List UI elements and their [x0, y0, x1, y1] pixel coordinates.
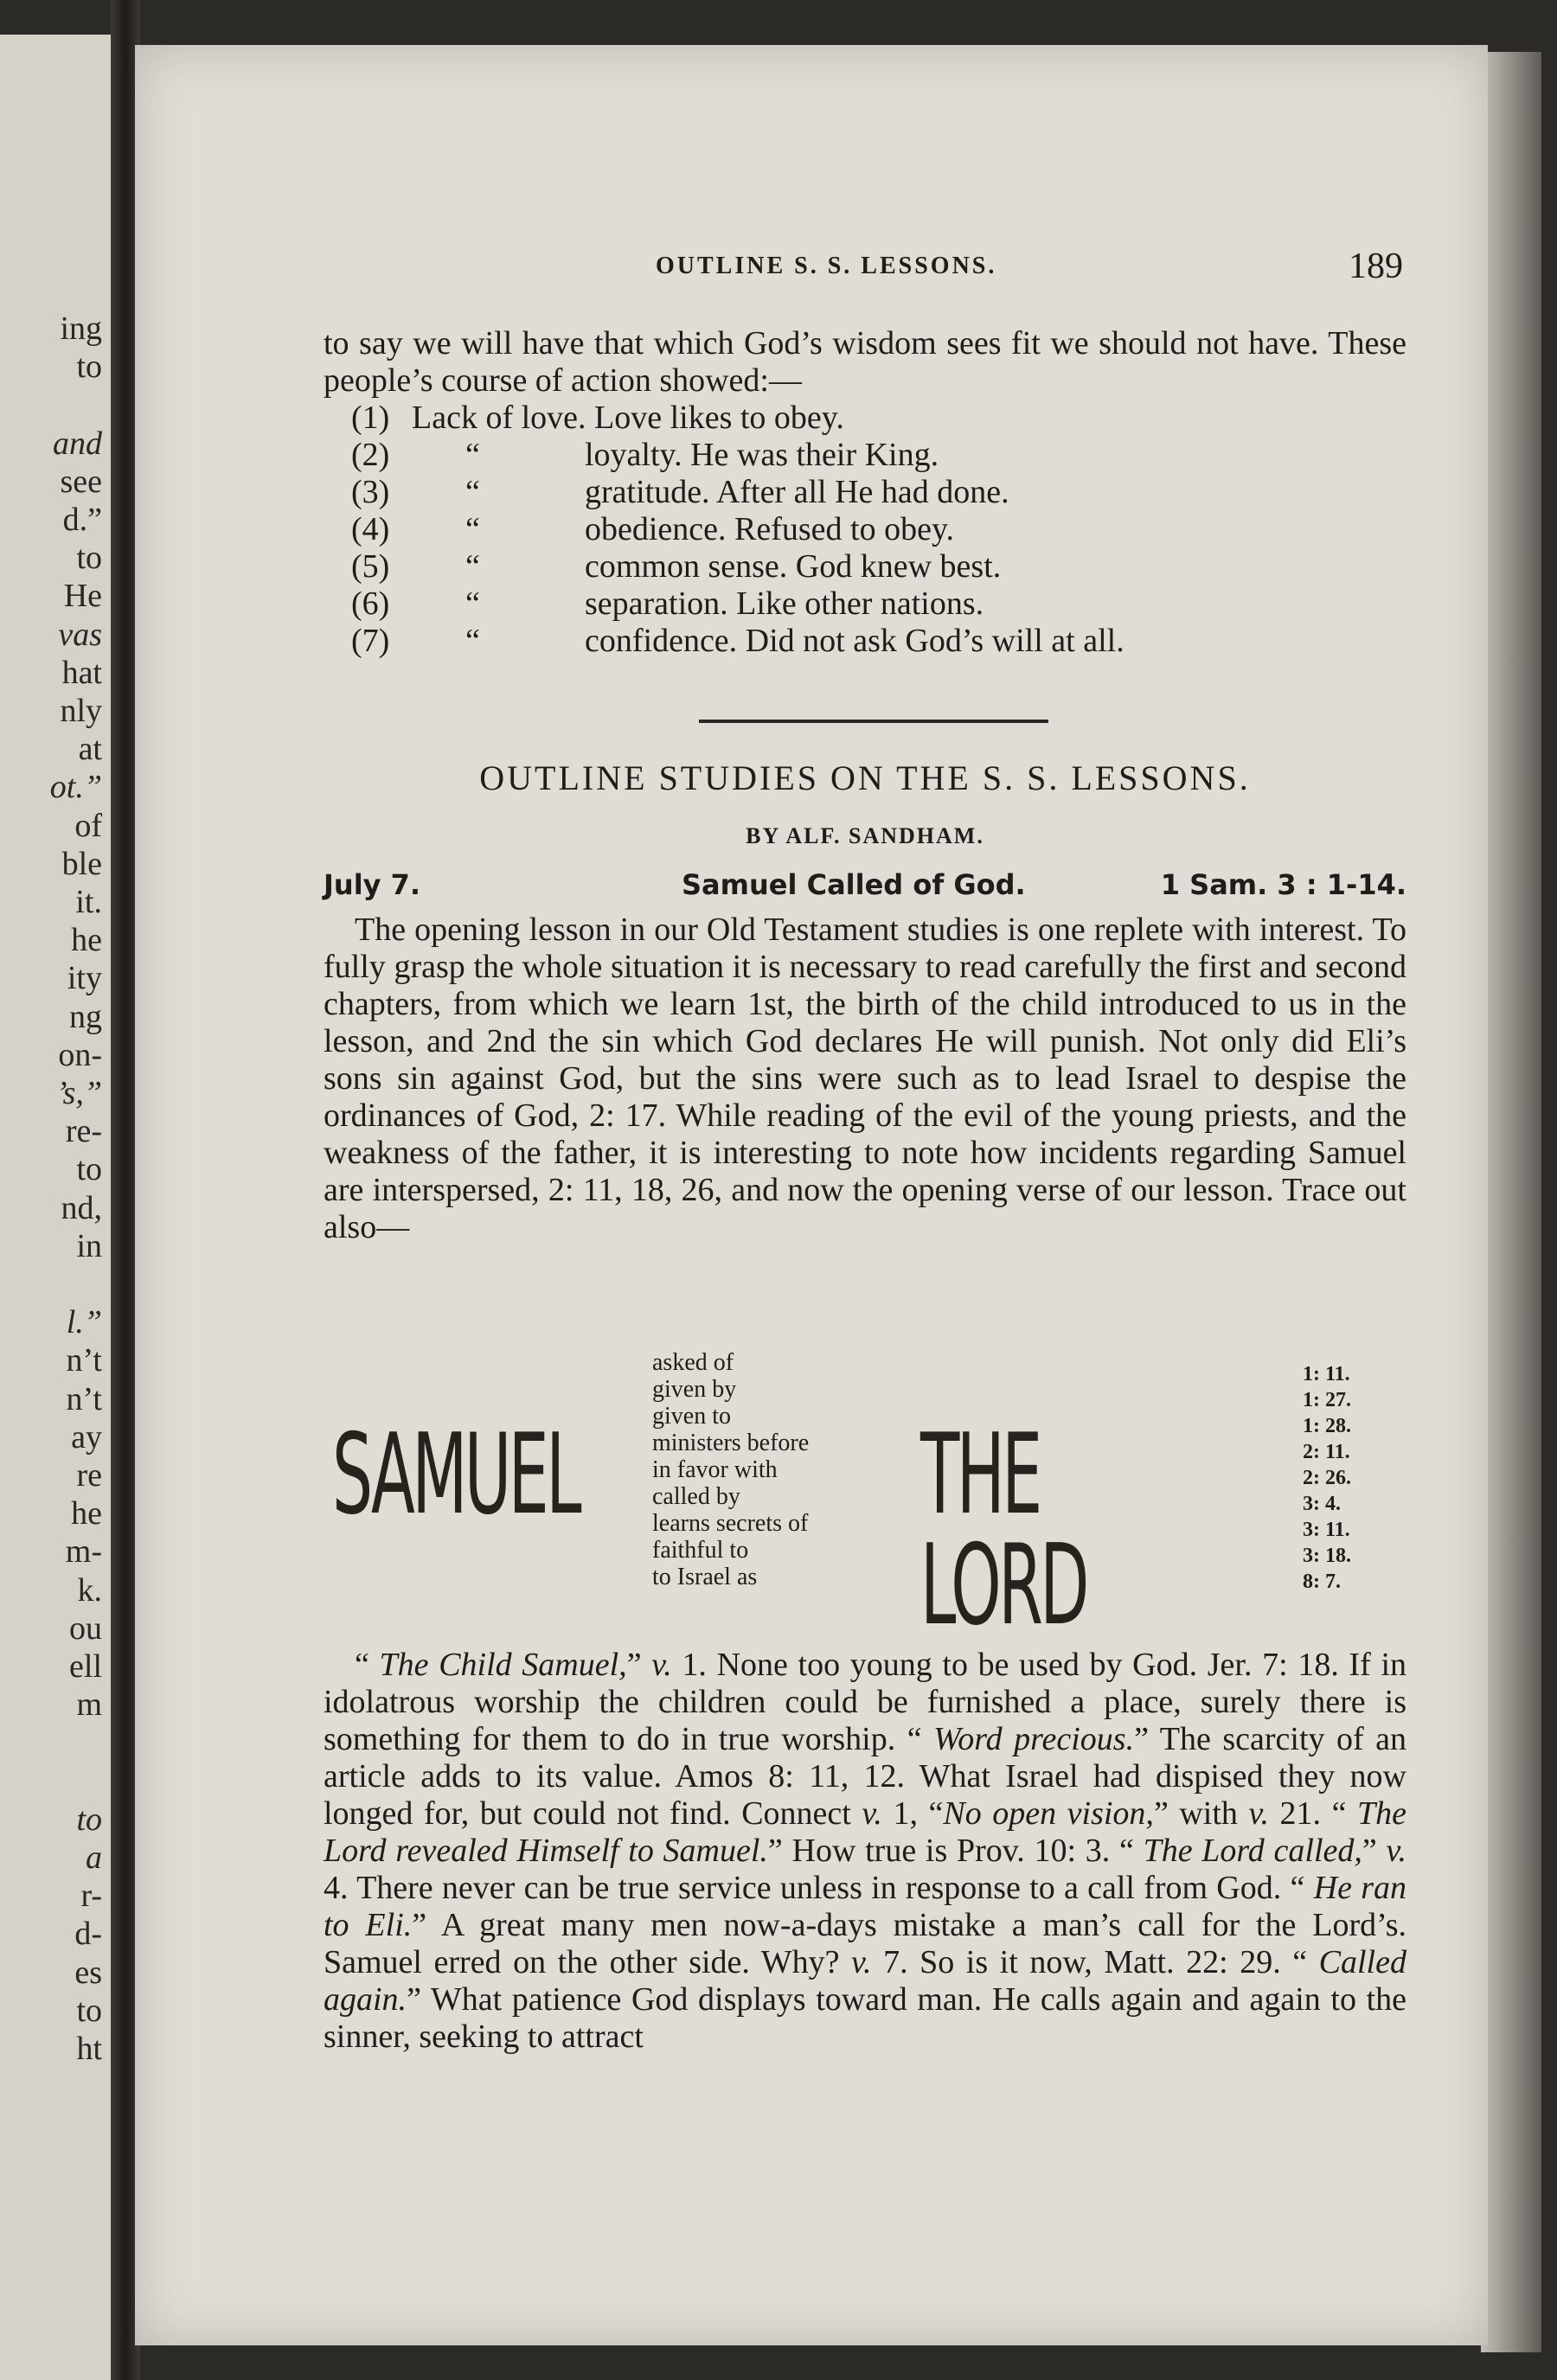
facing-page-fragment: it.	[75, 884, 102, 920]
facing-page-fragment: es	[74, 1954, 102, 1991]
relation-item: called by	[652, 1483, 740, 1510]
relation-item: given by	[652, 1376, 737, 1403]
facing-page-fragment: of	[74, 807, 102, 844]
facing-page-fragment: ’s,”	[55, 1075, 102, 1111]
facing-page-fragment: hat	[61, 654, 102, 691]
reference-item: 3: 4.	[1303, 1493, 1341, 1515]
list-item-number: (3)	[351, 474, 390, 510]
facing-page-fragment: ou	[69, 1609, 102, 1647]
text-run: ” How true is Prov. 10: 3. “	[767, 1833, 1144, 1869]
italic-quote: v.	[1248, 1795, 1269, 1832]
relation-item: learns secrets of	[652, 1510, 809, 1537]
intro-paragraph: to say we will have that which God’s wisdom sees fit we should not have. These people’s course of action showed:—	[324, 325, 1406, 399]
text-run: 4. There never can be true service unless in response to a call from God. “	[324, 1870, 1314, 1906]
facing-page-fragment: a	[86, 1839, 102, 1876]
italic-quote: Word precious.	[933, 1721, 1135, 1757]
list-item-number: (5)	[351, 548, 390, 585]
diagram-references	[1303, 1361, 1351, 1595]
italic-quote: v.	[851, 1944, 872, 1980]
list-item	[351, 400, 1303, 437]
facing-page-fragment: ble	[61, 845, 102, 882]
section-divider	[699, 720, 1048, 723]
list-item	[351, 623, 1303, 660]
reference-item: 1: 11.	[1303, 1363, 1350, 1385]
text-run: 7. So is it now, Matt. 22: 29. “	[871, 1944, 1319, 1980]
italic-quote: No open vision,	[943, 1795, 1154, 1832]
relation-item: given to	[652, 1403, 731, 1430]
facing-page-fragment: l.”	[66, 1304, 102, 1341]
facing-page-fragment: ot.”	[49, 769, 102, 806]
page-number: 189	[1349, 246, 1403, 286]
facing-page-fragment: he	[71, 1495, 102, 1532]
facing-page-fragment: ht	[76, 2031, 102, 2067]
facing-page-fragment: n’t	[66, 1380, 102, 1417]
ditto-mark: “	[465, 585, 480, 622]
diagram-left-word: SAMUEL	[332, 1411, 580, 1539]
italic-quote: He ran to Eli.	[324, 1870, 1406, 1943]
course-of-action-list	[351, 400, 1303, 660]
italic-quote: The Lord revealed Himself to Samuel.	[324, 1795, 1406, 1869]
list-item-text: gratitude. After all He had done.	[585, 474, 1009, 510]
facing-page-fragment: vas	[58, 616, 102, 653]
reference-item: 3: 11.	[1303, 1519, 1350, 1541]
relation-item: asked of	[652, 1349, 734, 1376]
section-heading: OUTLINE STUDIES ON THE S. S. LESSONS.	[479, 758, 1251, 797]
italic-quote: v.	[1386, 1833, 1407, 1869]
facing-page-fragment: to	[76, 1151, 102, 1188]
list-item	[351, 437, 1303, 474]
facing-page-fragment: nly	[60, 693, 102, 729]
running-head-title: OUTLINE S. S. LESSONS.	[656, 253, 997, 279]
facing-page-fragment: ng	[69, 998, 102, 1035]
facing-page-fragment: ay	[71, 1418, 102, 1456]
lesson-date: July 7.	[324, 868, 421, 901]
reference-item: 3: 18.	[1303, 1545, 1351, 1567]
facing-page-edge	[0, 35, 121, 2380]
byline: BY ALF. SANDHAM.	[746, 823, 984, 848]
facing-page-fragment: r-	[80, 1878, 102, 1915]
facing-page-fragment: he	[71, 922, 102, 959]
page-edge-shadow	[1481, 52, 1541, 2352]
relation-item: faithful to	[652, 1537, 749, 1564]
text-run: ” The scarcity of an article adds to its value. Amos 8: 11, 12. What Israel had dispised they now longed for, but could not find. Connect	[324, 1721, 1407, 1832]
list-item-number: (6)	[351, 585, 390, 622]
italic-quote: Called again.	[324, 1944, 1406, 2018]
italic-quote: The Lord called,	[1143, 1833, 1362, 1869]
facing-page-fragment: ell	[69, 1648, 102, 1685]
facing-page-fragment: to	[76, 540, 102, 577]
facing-page-fragment: re-	[65, 1113, 102, 1150]
text-run: 1. None too young to be used by God. Jer. 7: 18. If in idolatrous worship the children could be furnished a place, surely there is something for them to do in true worship. “	[324, 1647, 1406, 1757]
reference-item: 8: 7.	[1303, 1571, 1341, 1593]
facing-page-fragment: re	[76, 1457, 102, 1494]
list-item	[351, 585, 1303, 623]
lesson-header	[324, 868, 1406, 912]
ditto-mark: “	[465, 548, 480, 585]
ditto-mark: “	[465, 511, 480, 547]
list-item	[351, 474, 1303, 511]
facing-page-fragment: to	[76, 1992, 102, 2029]
facing-page-fragment: to	[76, 1801, 102, 1838]
diagram-relations	[652, 1349, 809, 1590]
ditto-mark: “	[465, 437, 480, 473]
facing-page-fragment: n’t	[66, 1342, 102, 1379]
list-item-text: loyalty. He was their King.	[585, 437, 939, 473]
reference-item: 1: 27.	[1303, 1389, 1351, 1411]
facing-page-fragment: He	[63, 578, 102, 615]
facing-page-fragment: k.	[77, 1571, 102, 1609]
text-run: ” with	[1153, 1795, 1249, 1832]
italic-quote: v.	[651, 1647, 672, 1683]
relation-item: to Israel as	[652, 1564, 758, 1590]
facing-page-fragment: see	[60, 463, 102, 500]
italic-quote: The Child Samuel,	[379, 1647, 627, 1683]
facing-page-fragment: at	[78, 731, 102, 768]
lesson-reference: 1 Sam. 3 : 1-14.	[1160, 868, 1406, 901]
text-run: ”	[1362, 1833, 1387, 1869]
list-item-number: (2)	[351, 437, 390, 473]
facing-page-fragment: m	[76, 1686, 102, 1724]
running-head	[324, 246, 1406, 296]
book-page	[135, 45, 1488, 2345]
facing-page-fragment: and	[53, 425, 102, 462]
facing-page-fragment: ing	[60, 310, 102, 347]
facing-page-fragment: nd,	[61, 1189, 102, 1226]
relation-item: ministers before	[652, 1430, 810, 1456]
lesson-title: Samuel Called of God.	[682, 868, 1026, 901]
text-run: ” What patience God displays toward man. He calls again and again to the sinner, seeking to attract	[324, 1981, 1406, 2055]
list-item-number: (4)	[351, 511, 390, 547]
list-item-number: (7)	[351, 623, 390, 659]
facing-page-fragment: to	[76, 349, 102, 386]
reference-item: 1: 28.	[1303, 1415, 1351, 1437]
italic-quote: v.	[862, 1795, 882, 1832]
reference-item: 2: 11.	[1303, 1441, 1350, 1463]
facing-page-fragment: d.”	[62, 502, 102, 538]
ditto-mark: “	[465, 623, 480, 659]
reference-item: 2: 26.	[1303, 1467, 1351, 1489]
list-item	[351, 548, 1303, 585]
facing-page-fragment: in	[76, 1227, 102, 1264]
lesson-paragraph-1: The opening lesson in our Old Testament studies is one replete with interest. To fully grasp the whole situation it is necessary to read carefully the first and second chapters, from which we learn 1st, the birth of the child introduced to us in the lesson, and 2nd the sin which God declares He will punish. Not only did Eli’s sons sin against God, but the sins were such as to lead Israel to despise the ordinances of God, 2: 17. While reading of the evil of the young priests, and the weakness of the father, it is interesting to note how incidents regarding Samuel are interspersed, 2: 11, 18, 26, and now the opening verse of our lesson. Trace out also—	[324, 912, 1406, 1245]
list-item-text: Lack of love. Love likes to obey.	[412, 400, 844, 436]
facing-page-fragment: on-	[58, 1036, 102, 1073]
list-item-text: confidence. Did not ask God’s will at all.	[585, 623, 1124, 659]
text-run: ”	[626, 1647, 652, 1683]
samuel-lord-diagram	[324, 1349, 1406, 1650]
lesson-paragraph-2	[324, 1647, 1406, 2056]
list-item-number: (1)	[351, 400, 390, 436]
list-item-text: separation. Like other nations.	[585, 585, 984, 622]
diagram-right-word: THE LORD	[920, 1411, 1086, 1650]
facing-page-fragment: m-	[65, 1533, 102, 1571]
facing-page-fragment: ity	[67, 960, 102, 997]
ditto-mark: “	[465, 474, 480, 510]
text-run: ” A great many men now-a-days mistake a man’s call for the Lord’s. Samuel erred on the other side. Why?	[324, 1907, 1406, 1980]
text-run: 1, “	[881, 1795, 944, 1832]
facing-page-fragment: d-	[74, 1916, 102, 1953]
list-item	[351, 511, 1303, 548]
list-item-text: common sense. God knew best.	[585, 548, 1002, 585]
list-item-text: obedience. Refused to obey.	[585, 511, 954, 547]
text-run: “	[355, 1647, 380, 1683]
relation-item: in favor with	[652, 1456, 778, 1483]
text-run: 21. “	[1269, 1795, 1357, 1832]
